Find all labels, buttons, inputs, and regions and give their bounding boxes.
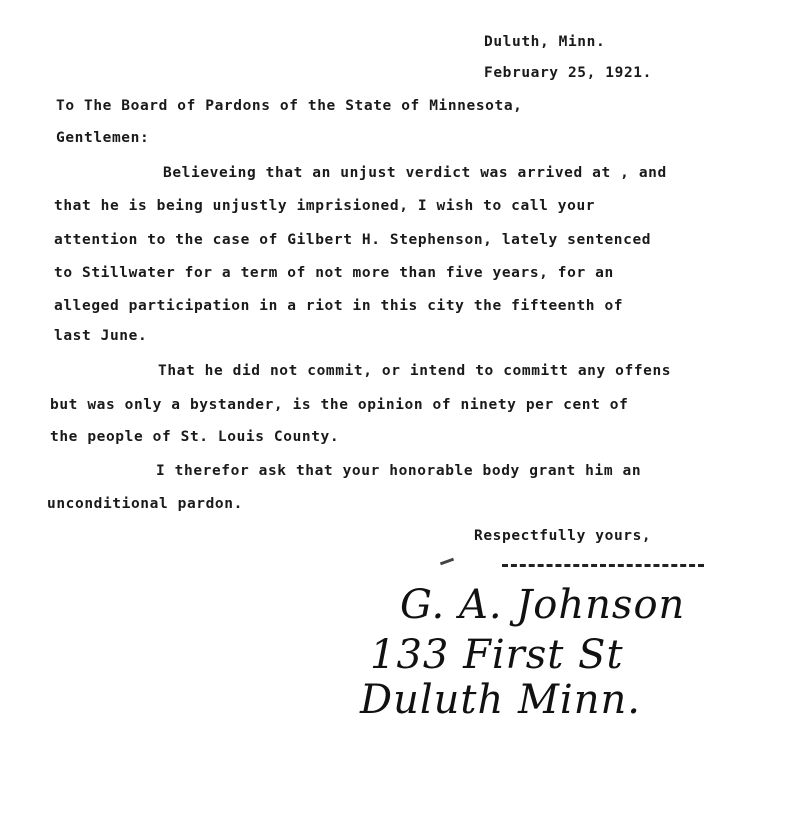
body-line: alleged participation in a riot in this city the fifteenth of: [54, 298, 624, 314]
letter-date: February 25, 1921.: [484, 65, 652, 81]
stray-mark: [440, 558, 454, 566]
body-line: last June.: [54, 328, 148, 344]
letter-place: Duluth, Minn.: [484, 34, 606, 50]
signature-city: Duluth Minn.: [360, 677, 641, 723]
body-line: the people of St. Louis County.: [50, 429, 340, 445]
signature-line: [502, 564, 704, 567]
letter-closing: Respectfully yours,: [474, 528, 652, 544]
body-line: I therefor ask that your honorable body grant him an: [156, 463, 642, 479]
signature-street: 133 First St: [370, 632, 624, 678]
body-line: that he is being unjustly imprisioned, I wish to call your: [54, 198, 596, 214]
body-line: That he did not commit, or intend to committ any offens: [158, 363, 672, 379]
letter-salutation: Gentlemen:: [56, 130, 150, 146]
body-line: but was only a bystander, is the opinion of ninety per cent of: [50, 397, 629, 413]
body-line: attention to the case of Gilbert H. Stephenson, lately sentenced: [54, 232, 652, 248]
letter-addressee: To The Board of Pardons of the State of Minnesota,: [56, 98, 523, 114]
body-line: to Stillwater for a term of not more than five years, for an: [54, 265, 614, 281]
body-line: unconditional pardon.: [47, 496, 243, 512]
body-line: Believeing that an unjust verdict was arrived at , and: [163, 165, 667, 181]
signature-name: G. A. Johnson: [400, 582, 686, 628]
